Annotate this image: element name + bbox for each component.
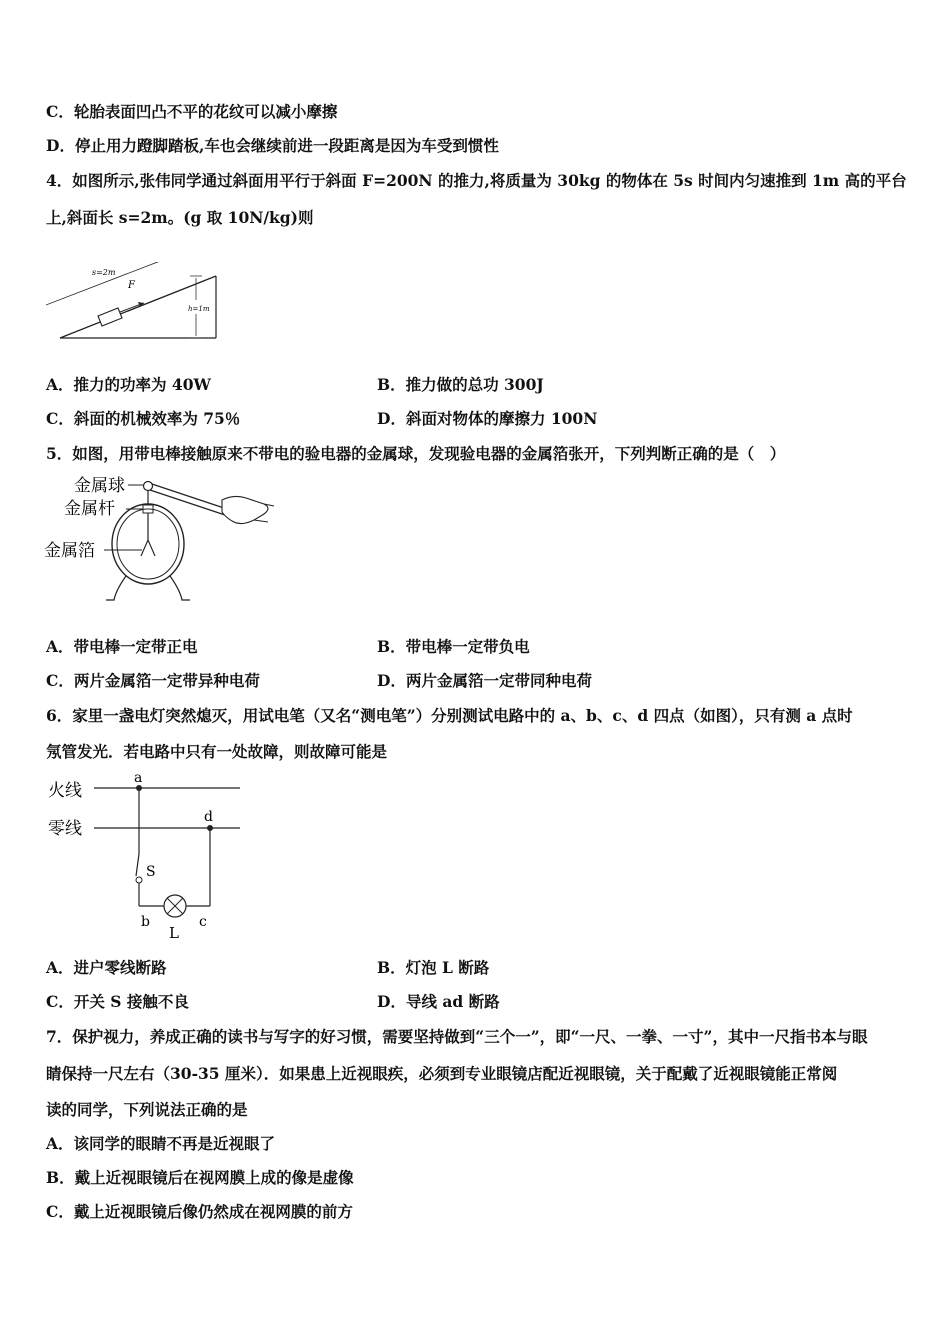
h-label: h=1m — [188, 305, 210, 313]
switch-s — [136, 854, 139, 876]
neutral-wire-label: 零线 — [48, 819, 82, 839]
q4-option-d: D．斜面对物体的摩擦力 100N — [377, 409, 598, 428]
q6-option-c: C．开关 S 接触不良 — [46, 992, 189, 1011]
q6-option-b: B．灯泡 L 断路 — [377, 958, 490, 977]
electroscope-figure — [42, 470, 278, 606]
q4-stem-line-1: 4．如图所示,张伟同学通过斜面用平行于斜面 F=200N 的推力,将质量为 30kg 的物体在 5s 时间内匀速推到 1m 高的平台 — [46, 171, 907, 190]
metal-ball — [144, 482, 153, 491]
circuit-figure — [44, 768, 244, 944]
foil-right — [148, 540, 155, 556]
q7-option-a: A．该同学的眼睛不再是近视眼了 — [46, 1134, 276, 1153]
label-s: S — [146, 864, 156, 880]
q6-stem-line-1: 6．家里一盏电灯突然熄灭，用试电笔（又名“测电笔”）分别测试电路中的 a、b、c、d 四点（如图），只有测 a 点时 — [46, 706, 853, 725]
label-d: d — [204, 809, 213, 825]
label-b: b — [141, 914, 150, 930]
q7-stem-line-1: 7．保护视力，养成正确的读书与写字的好习惯，需要坚持做到“三个一”，即“一尺、一拳、一寸”，其中一尺指书本与眼 — [46, 1027, 868, 1046]
q4-stem-line-2: 上,斜面长 s=2m。(g 取 10N/kg)则 — [46, 208, 314, 227]
q6-stem-line-2: 氖管发光．若电路中只有一处故障，则故障可能是 — [46, 742, 388, 761]
q3-option-c: C．轮胎表面凹凸不平的花纹可以减小摩擦 — [46, 102, 338, 121]
q4-option-c: C．斜面的机械效率为 75％ — [46, 409, 241, 428]
q7-stem-line-3: 读的同学，下列说法正确的是 — [46, 1100, 248, 1119]
q4-option-b: B．推力做的总功 300J — [377, 375, 544, 394]
metal-rod-label: 金属杆 — [64, 499, 115, 519]
incline-figure — [40, 262, 230, 344]
s-label: s=2m — [92, 268, 116, 277]
q6-option-a: A．进户零线断路 — [46, 958, 167, 977]
q6-option-d: D．导线 ad 断路 — [377, 992, 500, 1011]
q3-option-d: D．停止用力蹬脚踏板,车也会继续前进一段距离是因为车受到惯性 — [46, 136, 499, 155]
q5-option-c: C．两片金属箔一定带异种电荷 — [46, 671, 260, 690]
metal-foil-label: 金属箔 — [44, 541, 95, 561]
q5-option-d: D．两片金属箔一定带同种电荷 — [377, 671, 592, 690]
q5-option-a: A．带电棒一定带正电 — [46, 637, 198, 656]
q7-stem-line-2: 睛保持一尺左右（30-35 厘米）．如果患上近视眼疾，必须到专业眼镜店配近视眼镜，关于配戴了近视眼镜能正常阅 — [46, 1064, 838, 1083]
q4-option-a: A．推力的功率为 40W — [46, 375, 211, 394]
live-wire-label: 火线 — [48, 781, 82, 801]
block — [98, 308, 122, 326]
hand — [222, 496, 268, 523]
q5-stem: 5．如图，用带电棒接触原来不带电的验电器的金属球，发现验电器的金属箔张开，下列判断正确的是（ ） — [46, 444, 786, 463]
label-a: a — [134, 770, 143, 786]
q7-option-b: B．戴上近视眼镜后在视网膜上成的像是虚像 — [46, 1168, 354, 1187]
foil-left — [141, 540, 148, 556]
label-c: c — [199, 914, 207, 930]
metal-ball-label: 金属球 — [74, 476, 125, 496]
label-l: L — [169, 924, 179, 942]
q5-option-b: B．带电棒一定带负电 — [377, 637, 530, 656]
force-label: F — [128, 280, 135, 291]
q7-option-c: C．戴上近视眼镜后像仍然成在视网膜的前方 — [46, 1202, 353, 1221]
